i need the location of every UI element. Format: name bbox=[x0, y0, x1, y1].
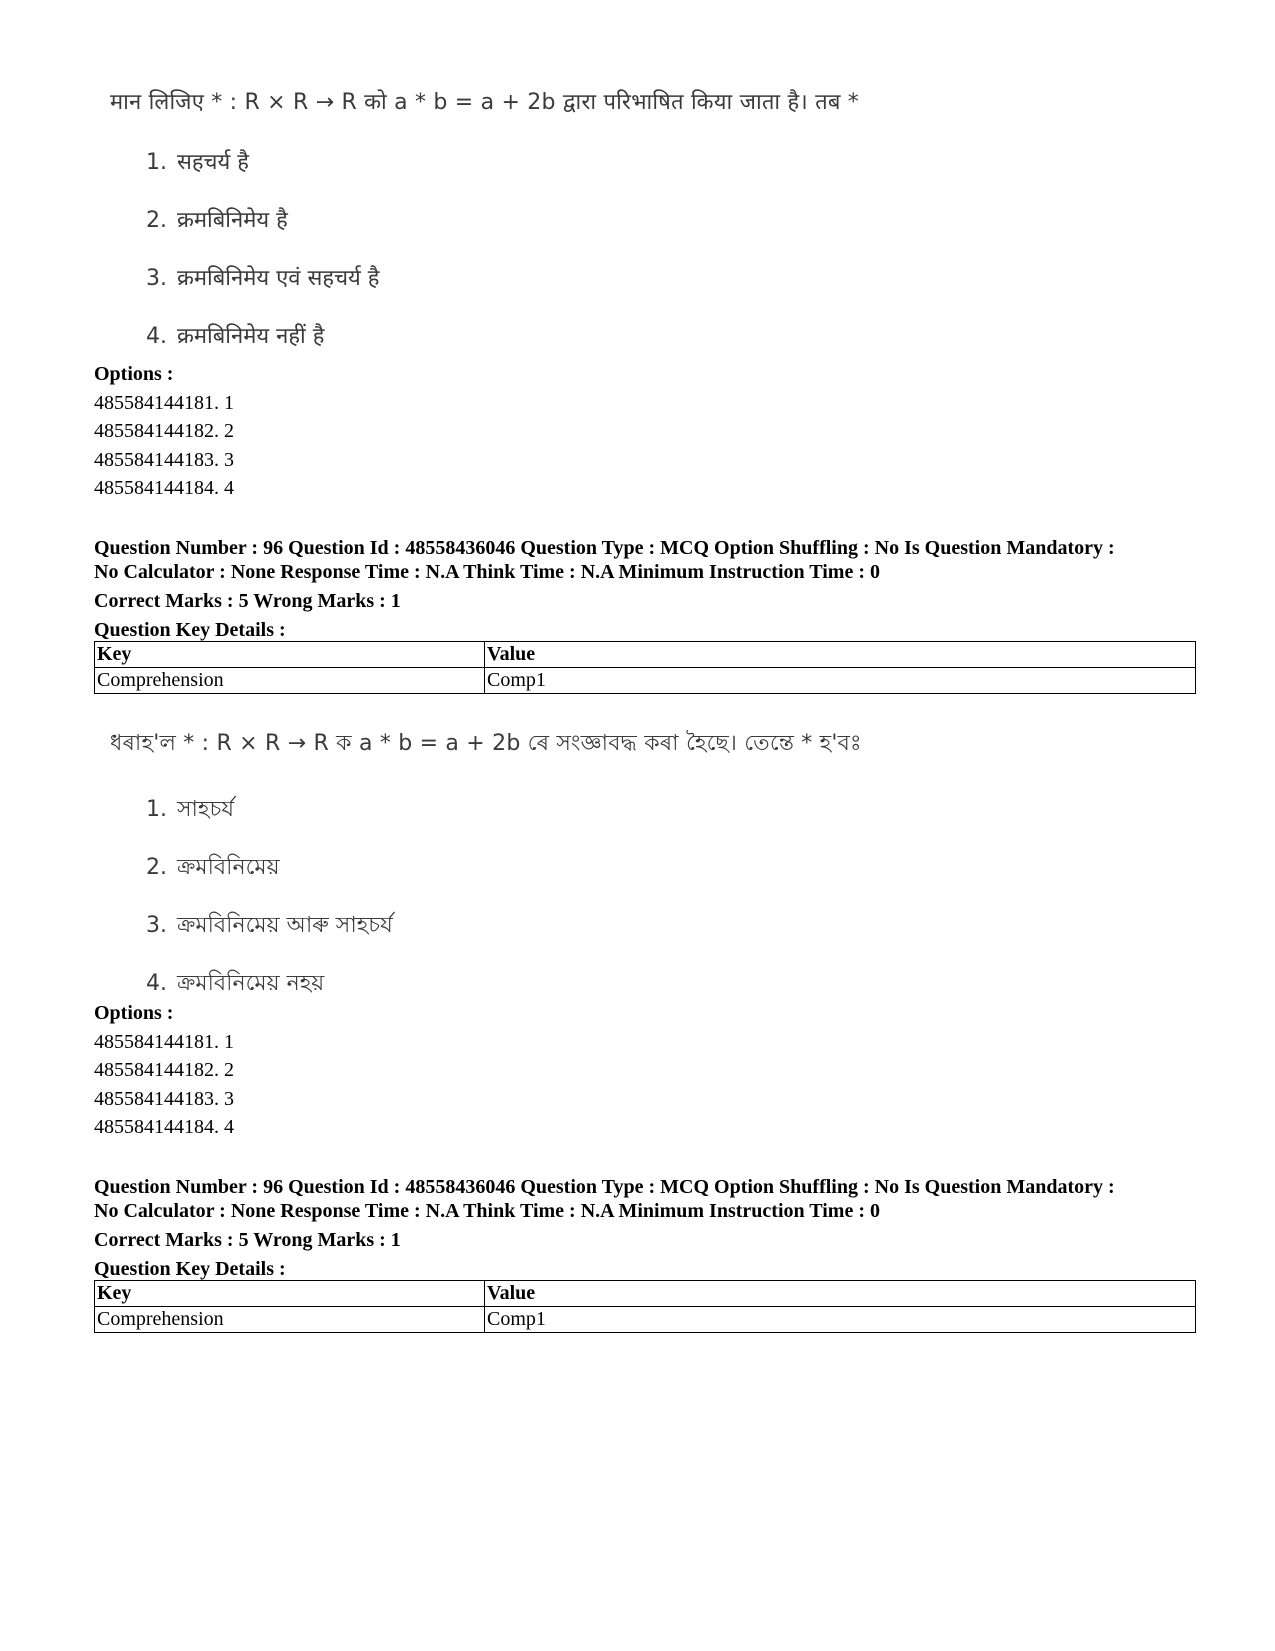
option-item: 485584144183. 3 bbox=[94, 448, 234, 471]
cell-key: Comprehension bbox=[95, 1307, 485, 1333]
question-image-assamese bbox=[110, 726, 890, 1013]
cell-value: Comp1 bbox=[485, 668, 1196, 694]
choice-number: 3. bbox=[146, 266, 167, 291]
option-item: 485584144184. 4 bbox=[94, 477, 234, 499]
options-header: Options : bbox=[94, 1002, 174, 1024]
option-item: 485584144181. 1 bbox=[94, 391, 234, 414]
question-meta bbox=[94, 536, 1194, 642]
choice-number: 1. bbox=[146, 797, 167, 822]
choice-item bbox=[146, 134, 890, 192]
table-row bbox=[95, 668, 1196, 694]
choice-item bbox=[146, 897, 890, 955]
header-value: Value bbox=[485, 1281, 1196, 1307]
choice-number: 4. bbox=[146, 971, 167, 996]
meta-line: Question Number : 96 Question Id : 48558436046 Question Type : MCQ Option Shuffling : No Is Question Mandatory : bbox=[94, 537, 1115, 559]
meta-line: No Calculator : None Response Time : N.A Think Time : N.A Minimum Instruction Time : 0 bbox=[94, 1200, 880, 1222]
question-meta bbox=[94, 1175, 1194, 1281]
cell-key: Comprehension bbox=[95, 668, 485, 694]
choice-text: क्रमबिनिमेय है bbox=[177, 208, 288, 233]
choice-number: 1. bbox=[146, 150, 167, 175]
options-header: Options : bbox=[94, 363, 174, 385]
choice-item bbox=[146, 781, 890, 839]
options-list bbox=[94, 360, 234, 503]
marks-line: Correct Marks : 5 Wrong Marks : 1 bbox=[94, 1229, 401, 1251]
choice-text: सहचर्य है bbox=[177, 150, 249, 175]
table-row bbox=[95, 1307, 1196, 1333]
choice-number: 2. bbox=[146, 855, 167, 880]
key-details-label: Question Key Details : bbox=[94, 619, 286, 641]
option-item: 485584144183. 3 bbox=[94, 1087, 234, 1110]
choice-number: 4. bbox=[146, 324, 167, 349]
table-header-row bbox=[95, 642, 1196, 668]
header-key: Key bbox=[95, 642, 485, 668]
question-stem: मान लिजिए * : R × R → R को a * b = a + 2b द्वारा परिभाषित किया जाता है। तब * bbox=[110, 90, 859, 115]
choice-number: 3. bbox=[146, 913, 167, 938]
question-stem: ধৰাহ'ল * : R × R → R ক a * b = a + 2b ৰে সংজ্ঞাবদ্ধ কৰা হৈছে। তেন্তে * হ'বঃ bbox=[110, 731, 862, 756]
choice-text: ক্ৰমবিনিমেয় নহয় bbox=[177, 971, 325, 996]
meta-line: Question Number : 96 Question Id : 48558436046 Question Type : MCQ Option Shuffling : No Is Question Mandatory : bbox=[94, 1176, 1115, 1198]
choice-item bbox=[146, 955, 890, 1013]
choice-text: সাহচৰ্য bbox=[177, 797, 235, 822]
choice-list bbox=[110, 134, 890, 366]
header-key: Key bbox=[95, 1281, 485, 1307]
choice-item bbox=[146, 192, 890, 250]
choice-item bbox=[146, 839, 890, 897]
cell-value: Comp1 bbox=[485, 1307, 1196, 1333]
choice-text: क्रमबिनिमेय एवं सहचर्य है bbox=[177, 266, 380, 291]
choice-item bbox=[146, 308, 890, 366]
header-value: Value bbox=[485, 642, 1196, 668]
meta-line: No Calculator : None Response Time : N.A Think Time : N.A Minimum Instruction Time : 0 bbox=[94, 561, 880, 583]
key-details-label: Question Key Details : bbox=[94, 1258, 286, 1280]
options-list bbox=[94, 999, 234, 1142]
choice-number: 2. bbox=[146, 208, 167, 233]
question-image-hindi bbox=[110, 86, 890, 366]
choice-text: क्रमबिनिमेय नहीं है bbox=[177, 324, 325, 349]
option-item: 485584144182. 2 bbox=[94, 420, 234, 442]
key-details-table bbox=[94, 641, 1196, 694]
marks-line: Correct Marks : 5 Wrong Marks : 1 bbox=[94, 590, 401, 612]
choice-item bbox=[146, 250, 890, 308]
option-item: 485584144182. 2 bbox=[94, 1059, 234, 1081]
option-item: 485584144181. 1 bbox=[94, 1030, 234, 1053]
choice-text: ক্ৰমবিনিমেয় bbox=[177, 855, 280, 880]
table-header-row bbox=[95, 1281, 1196, 1307]
key-details-table bbox=[94, 1280, 1196, 1333]
option-item: 485584144184. 4 bbox=[94, 1116, 234, 1138]
choice-text: ক্ৰমবিনিমেয় আৰু সাহচৰ্য bbox=[177, 913, 393, 938]
choice-list bbox=[110, 781, 890, 1013]
